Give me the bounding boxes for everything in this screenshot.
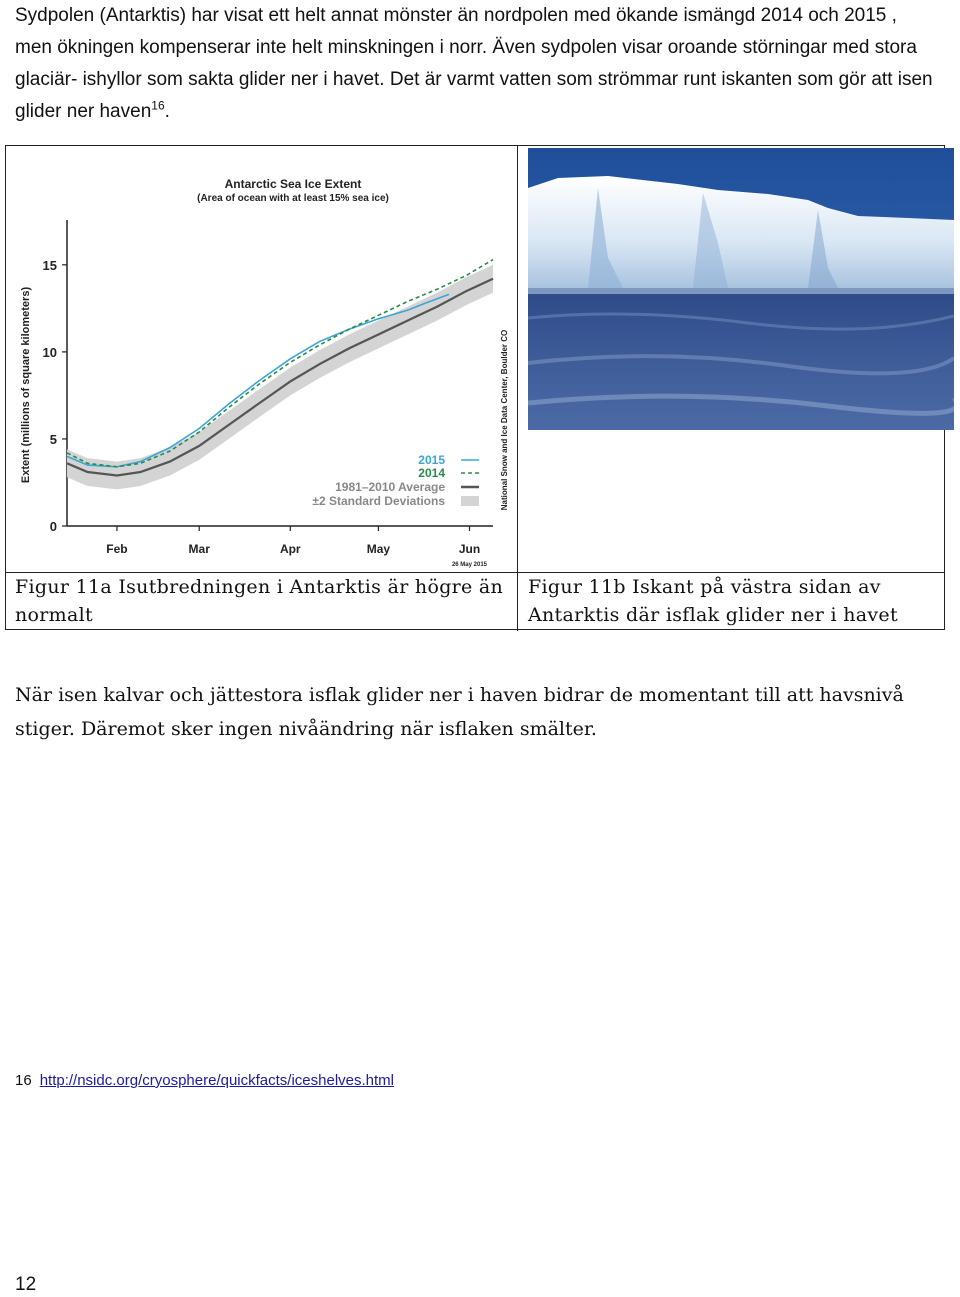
- ice-shelf-photo-svg: [528, 148, 954, 430]
- caption-figure-11a: Figur 11a Isutbredningen i Antarktis är högre än normalt: [15, 576, 504, 626]
- y-tick-label: 0: [49, 519, 57, 534]
- page-number: 12: [15, 1274, 37, 1295]
- y-tick-label: 15: [42, 257, 57, 273]
- footnote-ref[interactable]: 16: [151, 98, 165, 113]
- chart-credit: National Snow and Ice Data Center, Boulder CO: [500, 329, 509, 511]
- series-line: [67, 260, 493, 467]
- ice-shelf-photo: [528, 148, 954, 430]
- footnote-number: 16: [15, 1072, 32, 1089]
- intro-text: Sydpolen (Antarktis) har visat ett helt annat mönster än nordpolen med ökande ismängd 2014 och 2015 , men ökningen kompenserar inte helt minskningen i norr. Även sydpolen visar oroande störningar med stora glaciär- ishyllor som sakta glider ner i havet. Det är varmt vatten som strömmar runt iskanten som gör att isen glider ner haven: [15, 5, 933, 122]
- y-axis-label: Extent (millions of square kilometers): [20, 286, 32, 484]
- x-tick-label: Jun: [458, 542, 481, 556]
- caption-figure-11b: Figur 11b Iskant på västra sidan av Antarktis där isflak glider ner i havet: [528, 576, 898, 626]
- legend-swatch: [461, 496, 479, 506]
- sea-ice-chart-svg: [15, 150, 527, 570]
- x-tick-label: Feb: [106, 542, 128, 556]
- intro-end: .: [164, 101, 170, 122]
- footnote-link[interactable]: http://nsidc.org/cryosphere/quickfacts/iceshelves.html: [39, 1072, 395, 1089]
- legend-label: 1981–2010 Average: [335, 480, 445, 494]
- body-paragraph: När isen kalvar och jättestora isflak glider ner i haven bidrar de momentant till att havsnivå stiger. Däremot sker ingen nivåändring när isflaken smälter.: [15, 684, 904, 740]
- sea-ice-chart: [15, 150, 527, 570]
- footnote: [15, 1072, 394, 1089]
- y-tick-label: 5: [49, 431, 57, 447]
- chart-date-stamp: 26 May 2015: [451, 562, 487, 568]
- legend-label: 2015: [418, 453, 445, 467]
- legend-label: ±2 Standard Deviations: [312, 494, 445, 508]
- y-tick-label: 10: [42, 344, 57, 360]
- x-tick-label: Apr: [279, 542, 301, 556]
- chart-title: Antarctic Sea Ice Extent: [224, 177, 362, 191]
- x-tick-label: Mar: [188, 542, 210, 556]
- intro-paragraph: [15, 0, 935, 128]
- x-tick-label: May: [366, 542, 391, 556]
- legend-label: 2014: [418, 466, 445, 480]
- chart-subtitle: (Area of ocean with at least 15% sea ice): [197, 193, 389, 204]
